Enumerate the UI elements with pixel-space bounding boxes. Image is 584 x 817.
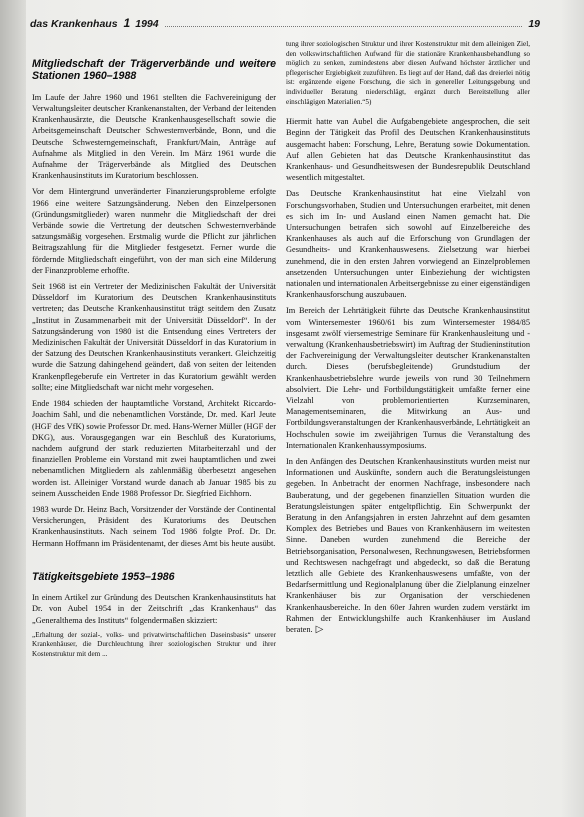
binding-shadow	[0, 0, 26, 817]
running-header	[30, 16, 540, 30]
journal-name: das Krankenhaus	[30, 18, 118, 30]
paragraph: Ende 1984 schieden der hauptamtliche Vorstand, Architekt Riccardo-Joachim Sahl, und die nebenamtlichen Vorstände, Dr. med. Karl Jeute (HGF des VfK) sowie Professor Dr. med. Hans-Werner Müller (HGF der DKG), aus. Vorausgegangen war ein Beschluß des Kuratoriums, nachdem aufgrund der stark reduzierten Mitarbeiterzahl und der finanziellen Probleme ein Vorstand mit zwei hauptamtlichen und zwei nebenamtlichen Mitgliedern als zahlenmäßig überbesetzt angesehen worden ist. Alleiniger Vorstand wurde danach ab Januar 1985 bis zu seinem Ausscheiden Ende 1988 Professor Dr. Siegfried Eichhorn.	[32, 399, 276, 498]
paragraph: 1983 wurde Dr. Heinz Bach, Vorsitzender der Vorstände der Continental Versicherungen, Präsident des Kuratoriums des Deutschen Krankenhausinstituts. Nach seinem Tod 1986 folgte Prof. Dr. Dr. Hermann Hoffmann im Präsidentenamt, der dieses Amt bis heute ausübt.	[32, 504, 276, 548]
section-heading-activities: Tätigkeitsgebiete 1953–1986	[32, 570, 175, 583]
paragraph: Seit 1968 ist ein Vertreter der Medizinischen Fakultät der Universität Düsseldorf im Kuratorium des Deutschen Krankenhausinstituts vertreten; das Deutsche Krankenhausinstitut trägt seitdem den Zusatz „Institut in Zusammenarbeit mit der Universität Düsseldorf“. In der Satzungsänderung von 1980 ist die Entsendung eines Vertreters der Medizinischen Fakultät der Universität Düsseldorf in das Kuratorium in der Satzung des Deutschen Krankenhausinstituts verankert. Gleichzeitig wurde die Satzung dahingehend geändert, daß von seiten der leitenden Krankenpflegeberufe ein Vertreter in das Kuratorium gewählt werden sollte; eine Mitgliedschaft war nicht mehr vorgesehen.	[32, 282, 276, 392]
paragraph: Im Laufe der Jahre 1960 und 1961 stellten die Fachvereinigung der Verwaltungsleiter deutscher Krankenanstalten, der Verband der leitenden Krankenhausärzte, die Deutsche Krankenhausgesellschaft sowie die Arbeitsgemeinschaft Deutscher Schwesternverbände, Bonn, und die Deutsche Schwesterngemeinschaft, Frankfurt/Main, Anträge auf Aufnahme als Mitglied in den Verein. Im März 1961 wurde die Aufnahme der Trägerverbände als Mitglied des Deutschen Krankenhausinstituts im Kuratorium beschlossen.	[32, 92, 276, 181]
paragraph: Das Deutsche Krankenhausinstitut hat eine Vielzahl von Forschungsvorhaben, Studien und Untersuchungen erarbeitet, mit denen es sich im In- und Ausland einen Namen gemacht hat. Die Untersuchungen betrafen sich sowohl auf Einzelbereiche des Krankenhauses als auch auf die Erforschung von Grundlagen der Gesundheits- und Krankenhauswesens. Zielsetzung war hierbei zunehmend, die in den ersten Jahren vorwiegend an Einzelproblemen ansetzenden Untersuchungen unter Einbeziehung der wichtigsten nationalen und internationalen Arbeitsergebnisse zu einer eigenständigen Krankenhausforschung auszubauen.	[286, 189, 530, 300]
paragraph: Vor dem Hintergrund unveränderter Finanzierungsprobleme erfolgte 1966 eine weitere Satzungsänderung. Neben den Einzelpersonen (Gründungsmitglieder) waren nunmehr die Mitgliedschaft der drei Verbände sowie die Vertretung der deutschen Schwesternverbände satzungsmäßig vorgesehen. Erstmalig wurde die Pflicht zur jährlichen Beitragszahlung für die Mitglieder festgesetzt. Ferner wurde die fördernde Mitgliedschaft eingeführt, von der man sich eine Milderung der Finanzprobleme erhoffte.	[32, 187, 276, 275]
continue-arrow-icon: ▷	[315, 624, 324, 636]
section-heading-membership: Mitgliedschaft der Trägerverbände und weitere Stationen 1960–1988	[32, 58, 276, 83]
paragraph: In einem Artikel zur Gründung des Deutschen Krankenhausinstituts hat Dr. von Aubel 1954 in der Zeitschrift „das Krankenhaus“ das „Generalthema des Instituts“ folgendermaßen skizziert:	[32, 593, 276, 625]
issue-number: 1	[123, 16, 131, 30]
paragraph: Im Bereich der Lehrtätigkeit führte das Deutsche Krankenhausinstitut vom Wintersemester 1960/61 bis zum Wintersemester 1984/85 insgesamt zwölf viersemestrige Seminare für Krankenhausleitung und -verwaltung (Krankenhausbetriebswirt) im Auftrag der Studieninstitution der Fachvereinigung der Verwaltungsleiter deutscher Krankenanstalten durch. Dieses (berufsbegleitende) Grundstudium der Krankenhausbetriebslehre wurde jeweils von rund 30 Teilnehmern absolviert. Die Lehr- und Fortbildungstätigkeit umfaßte ferner eine Vielzahl von problemorientierten Kurzseminaren, Managementseminaren, die Mitwirkung an Aus- und Fortbildungsveranstaltungen der Krankenhausverbände, Lehrtätigkeit an Hochschulen sowie im zweijährigen Turnus die Veranstaltung des Internationalen Krankenhaussymposiums.	[286, 306, 530, 450]
issue-year: 1994	[135, 18, 159, 30]
right-column	[286, 40, 530, 795]
header-rule	[165, 26, 523, 27]
paragraph-last	[286, 456, 530, 635]
page-number: 19	[528, 18, 540, 30]
paragraph-text: In den Anfängen des Deutschen Krankenhausinstituts wurden meist nur Informationen und Auskünfte, sondern auch die Beratungsleistungen gegeben. In Anbetracht der enormen Nachfrage, insbesondere nach Bauberatung, und der gegebenen finanziellen Situation wurden die Beratungsleistungen später entgeltpflichtig. Ein Schwerpunkt der Beratung in den Anfangsjahren in ersten Jahrzehnt auf dem gesamten Komplex des Betriebes und Baues von Krankenhäusern im weitesten Sinne. Daneben wurden zunehmend die Bereiche der Betriebsorganisation, Personalwesen, Rechnungswesen, Betriebsformen und Rechtswesen nachgefragt und abgedeckt, so daß die Beratung letztlich alle Gebiete des Krankenhauswesens umfaßte, von der Bedarfsermittlung und Regionalplanung über die Zielplanung einzelner Krankenhäuser bis zur Organisation der verschiedenen Krankenhausbereiche. In den 60er Jahren wurden zudem verstärkt im Rahmen der Entwicklungshilfe auch Krankenhäuser im Ausland beraten.	[286, 457, 530, 635]
quote-block: „Erhaltung der sozial-, volks- und privatwirtschaftlichen Daseinsbasis“ unserer Krankenhäuser, die Durchleuchtung ihrer soziologischen Struktur und ihrer Kostenstruktur mit dem ...	[32, 630, 276, 658]
paragraph: Hiermit hatte van Aubel die Aufgabengebiete angesprochen, die seit Beginn der Tätigkeit das Profil des Deutschen Krankenhausinstituts ausgemacht haben: Forschung, Lehre, Beratung sowie Dokumentation. Auf allen Gebieten hat das Deutsche Krankenhausinstitut das Krankenhaus- und Gesundheitswesen der Bundesrepublik Deutschland wesentlich mitgestaltet.	[286, 117, 530, 183]
left-column	[32, 40, 276, 795]
quote-continuation: tung ihrer soziologischen Struktur und ihrer Kostenstruktur mit dem alleinigen Ziel, den volkswirtschaftlichen Aufwand für die stationäre Krankenhausbehandlung so möglich zu senken, zumindestens aber diesen Aufwand höchster ärztlicher und pflegerischer Ergiebigkeit zuzuführen. Es liegt auf der Hand, daß das dreierlei nötig ist: ergänzende eigene Forschung, die sich in genereller Leitungsgebung und individueller Beratung niederschlägt, ergänzt durch Bereitstellung aller einschlägigen Materialien.“5)	[286, 40, 530, 106]
